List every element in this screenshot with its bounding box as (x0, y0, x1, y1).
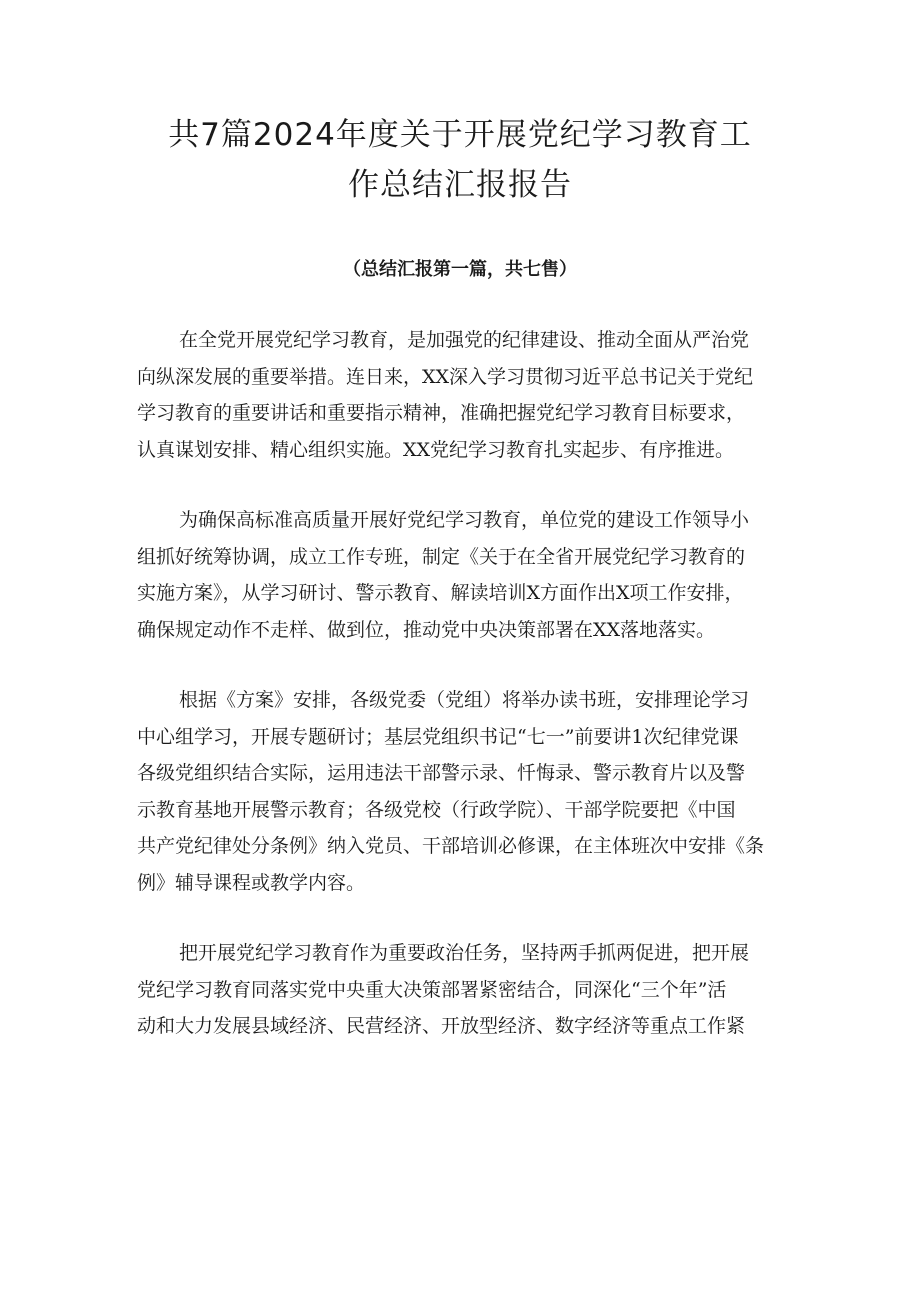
paragraph-line: 共产党纪律处分条例》纳入党员、干部培训必修课，在主体班次中安排《条 (137, 835, 765, 857)
paragraph-1 (137, 322, 785, 468)
paragraph-line: 学习教育的重要讲话和重要指示精神，准确把握党纪学习教育目标要求， (137, 402, 746, 424)
paragraph-line: 为确保高标准高质量开展好党纪学习教育，单位党的建设工作领导小 (179, 509, 750, 531)
paragraph-line: 各级党组织结合实际，运用违法干部警示录、忏悔录、警示教育片以及警 (137, 762, 746, 784)
paragraph-line: 确保规定动作不走样、做到位，推动党中央决策部署在XX落地落实。 (137, 618, 716, 641)
paragraph-line: 中心组学习，开展专题研讨；基层党组织书记“七一”前要讲1次纪律党课 (137, 725, 739, 748)
paragraph-line: 例》辅导课程或教学内容。 (137, 871, 366, 894)
paragraph-line: 认真谋划安排、精心组织实施。XX党纪学习教育扎实起步、有序推进。 (137, 438, 735, 461)
paragraph-line: 党纪学习教育同落实党中央重大决策部署紧密结合，同深化“三个年”活 (137, 978, 727, 1001)
document-body (137, 322, 785, 1079)
paragraph-line: 动和大力发展县域经济、民营经济、开放型经济、数字经济等重点工作紧 (137, 1015, 746, 1037)
paragraph-line: 在全党开展党纪学习教育，是加强党的纪律建设、推动全面从严治党 (179, 329, 750, 351)
paragraph-line: 根据《方案》安排，各级党委（党组）将举办读书班，安排理论学习 (179, 689, 750, 711)
paragraph-3 (137, 682, 785, 901)
paragraph-4 (137, 935, 785, 1045)
paragraph-line: 把开展党纪学习教育作为重要政治任务，坚持两手抓两促进，把开展 (179, 942, 750, 964)
paragraph-line: 实施方案》，从学习研讨、警示教育、解读培训X方面作出X项工作安排， (137, 582, 744, 604)
paragraph-2 (137, 502, 785, 648)
document-title (120, 110, 800, 210)
paragraph-line: 组抓好统筹协调，成立工作专班，制定《关于在全省开展党纪学习教育的 (137, 545, 746, 568)
paragraph-line: 示教育基地开展警示教育；各级党校（行政学院）、干部学院要把《中国 (137, 798, 736, 821)
title-line: 共7篇2024年度关于开展党纪学习教育工 (168, 117, 752, 153)
paragraph-line: 向纵深发展的重要举措。连日来，XX深入学习贯彻习近平总书记关于党纪 (137, 365, 754, 388)
title-line: 作总结汇报报告 (348, 167, 572, 203)
document-subtitle: （总结汇报第一篇，共七售） (343, 259, 577, 280)
